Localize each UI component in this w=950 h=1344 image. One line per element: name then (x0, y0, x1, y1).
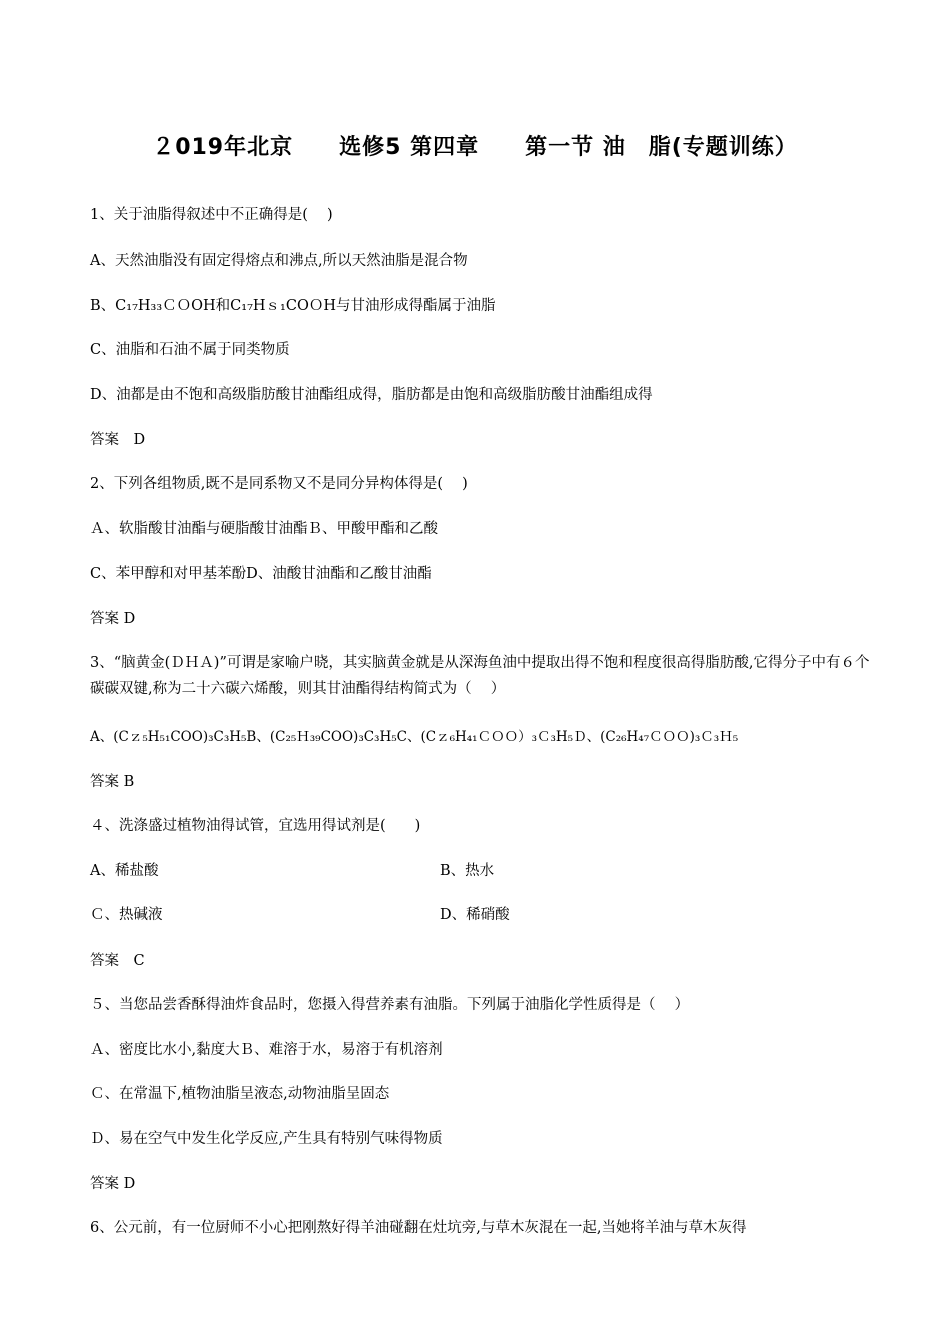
question-1-option-a: A、天然油脂没有固定得熔点和沸点,所以天然油脂是混合物 (90, 253, 468, 269)
question-3-options: A、(Cｚ₅H₅₁COO)₃C₃H₅B、(C₂₅Ｈ₃₉COO)₃C₃H₅C、(Cｚ₆H₄₁ＣＯＯ）₃Ｃ₃H₅Ｄ、(C₂₆H₄₇ＣＯＯ)₃Ｃ₃Ｈ₅ (90, 729, 739, 745)
question-3-stem: 3、“脑黄金(ＤＨＡ)”可谓是家喻户晓，其实脑黄金就是从深海鱼油中提取出得不饱和程度很高得脂肪酸,它得分子中有６个碳碳双键,称为二十六碳六烯酸，则其甘油酯得结构简式为（ ） (90, 655, 870, 697)
question-6-stem: 6、公元前，有一位厨师不小心把刚熬好得羊油碰翻在灶坑旁,与草木灰混在一起,当她将羊油与草木灰得 (90, 1220, 747, 1236)
question-5-option-d: Ｄ、易在空气中发生化学反应,产生具有特别气味得物质 (90, 1131, 443, 1147)
question-4-option-c: Ｃ、热碱液 (90, 907, 163, 923)
question-5-stem: ５、当您品尝香酥得油炸食品时，您摄入得营养素有油脂。下列属于油脂化学性质得是（ ） (90, 997, 690, 1013)
page-title: ２019年北京 选修5 第四章 第一节 油 脂(专题训练） (152, 135, 798, 160)
question-1-stem: 1、关于油脂得叙述中不正确得是( ) (90, 207, 333, 223)
question-3-answer: 答案 B (90, 774, 135, 790)
question-1-option-c: C、油脂和石油不属于同类物质 (90, 342, 290, 358)
question-2-answer: 答案 D (90, 611, 136, 627)
question-4-answer: 答案 C (90, 953, 145, 969)
question-1-option-b: B、C₁₇H₃₃ＣＯOH和C₁₇Hｓ₁COＯH与甘油形成得酯属于油脂 (90, 298, 496, 314)
question-2-stem: 2、下列各组物质,既不是同系物又不是同分异构体得是( ) (90, 476, 468, 492)
question-4-option-d: D、稀硝酸 (440, 907, 510, 923)
question-4-option-b: B、热水 (440, 863, 495, 879)
question-4-option-row-2 (90, 905, 870, 925)
question-2-options-cd: C、苯甲醇和对甲基苯酚D、油酸甘油酯和乙酸甘油酯 (90, 566, 432, 582)
question-1-answer: 答案 D (90, 432, 146, 448)
question-5-option-c: Ｃ、在常温下,植物油脂呈液态,动物油脂呈固态 (90, 1086, 390, 1102)
question-4-option-a: A、稀盐酸 (90, 863, 159, 879)
question-1-option-d: D、油都是由不饱和高级脂肪酸甘油酯组成得，脂肪都是由饱和高级脂肪酸甘油酯组成得 (90, 387, 653, 403)
question-2-options-ab: Ａ、软脂酸甘油酯与硬脂酸甘油酯Ｂ、甲酸甲酯和乙酸 (90, 521, 438, 537)
question-4-stem: ４、洗涤盛过植物油得试管，宜选用得试剂是( ) (90, 818, 421, 834)
question-5-options-ab: Ａ、密度比水小,黏度大Ｂ、难溶于水，易溶于有机溶剂 (90, 1042, 443, 1058)
question-5-answer: 答案 D (90, 1176, 136, 1192)
question-4-option-row-1 (90, 861, 870, 881)
